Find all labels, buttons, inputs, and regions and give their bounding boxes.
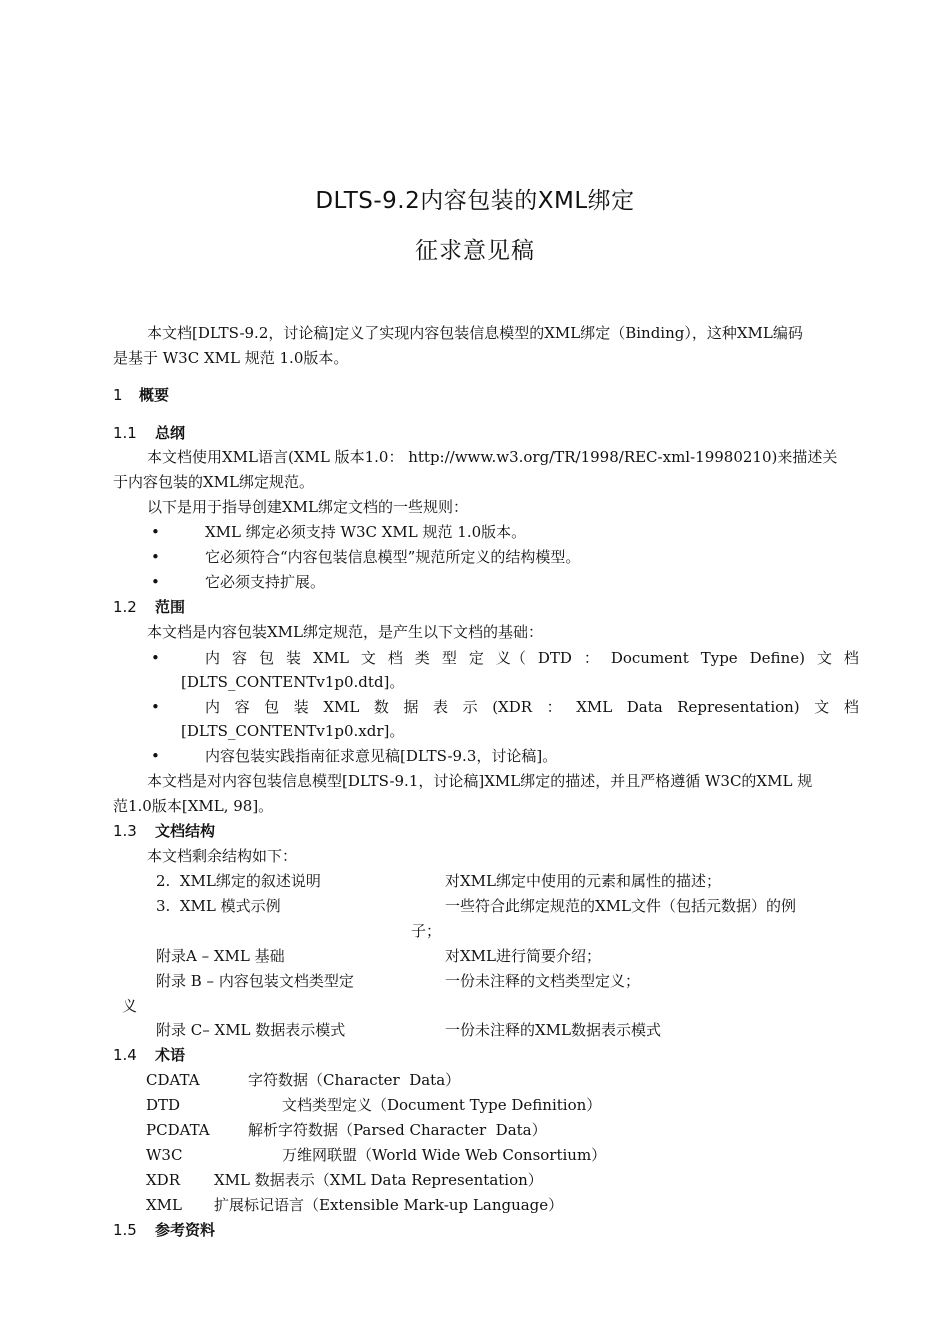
word: XML — [576, 698, 613, 716]
word: 容 — [234, 698, 250, 716]
term: PCDATA — [146, 1121, 210, 1139]
structure-item-desc-continuation: 子； — [411, 922, 442, 940]
word: Type — [700, 649, 738, 667]
section-1-heading — [113, 385, 169, 405]
structure-item-desc: 一份未注释的XML数据表示模式 — [445, 1021, 661, 1039]
term-definition: 扩展标记语言（Extensible Mark-up Language） — [214, 1196, 564, 1214]
word: 档 — [387, 649, 403, 667]
intro-line-2: 是基于 W3C XML 规范 1.0版本。 — [113, 349, 349, 367]
word: Define) — [749, 649, 805, 667]
word: 示 — [462, 698, 478, 716]
bullet-glyph: • — [151, 698, 160, 716]
term-definition: 万维网联盟（World Wide Web Consortium） — [282, 1146, 607, 1164]
term-definition: 字符数据（Character Data） — [248, 1071, 461, 1089]
bullet-item: 内容包装实践指南征求意见稿[DLTS-9.3，讨论稿]。 — [205, 747, 558, 765]
section-1-4-heading — [113, 1045, 185, 1065]
section-1-1-heading — [113, 423, 185, 443]
bullet-item-justified-line — [205, 697, 859, 717]
word: 包 — [264, 698, 280, 716]
bullet-glyph: • — [151, 649, 160, 667]
section-title: 文档结构 — [155, 822, 216, 840]
section-1-2-heading — [113, 597, 185, 617]
section-title: 参考资料 — [155, 1221, 216, 1239]
word: 定 — [468, 649, 484, 667]
word: ： — [583, 649, 599, 667]
word: Document — [610, 649, 689, 667]
word: 文 — [360, 649, 376, 667]
word: 型 — [441, 649, 457, 667]
structure-item-name: 附录 B – 内容包装文档类型定 — [156, 972, 354, 990]
word: Representation) — [677, 698, 800, 716]
word: 类 — [414, 649, 430, 667]
term: XDR — [146, 1171, 180, 1189]
structure-item-desc: 对XML绑定中使用的元素和属性的描述； — [445, 872, 722, 890]
structure-item-desc: 一些符合此绑定规范的XML文件（包括元数据）的例 — [445, 897, 797, 915]
section-1-5-heading — [113, 1220, 215, 1240]
term-definition: 解析字符数据（Parsed Character Data） — [248, 1121, 547, 1139]
term-definition: 文档类型定义（Document Type Definition） — [282, 1096, 602, 1114]
word: 义（ — [495, 649, 526, 667]
bullet-item-justified-line — [205, 648, 859, 668]
section-number: 1.3 — [113, 822, 137, 840]
structure-item-desc: 对XML进行简要介绍； — [445, 947, 601, 965]
term: W3C — [146, 1146, 183, 1164]
word: DTD — [537, 649, 572, 667]
bullet-item: 它必须支持扩展。 — [205, 573, 326, 591]
paragraph: 以下是用于指导创建XML绑定文档的一些规则： — [147, 498, 469, 516]
bullet-item-continuation: [DLTS_CONTENTv1p0.dtd]。 — [181, 673, 405, 691]
structure-item-name-continuation: 义 — [122, 997, 138, 1015]
word: 表 — [433, 698, 449, 716]
word: 包 — [258, 649, 274, 667]
term: DTD — [146, 1096, 181, 1114]
structure-item-name: 3. XML 模式示例 — [156, 897, 281, 915]
word: XML — [312, 649, 349, 667]
section-number: 1.1 — [113, 424, 137, 442]
document-subtitle: 征求意见稿 — [415, 238, 535, 264]
bullet-glyph: • — [151, 548, 160, 566]
section-title: 概要 — [139, 386, 170, 404]
word: 文 — [816, 649, 832, 667]
paragraph: 本文档使用XML语言(XML 版本1.0： http://www.w3.org/TR/1998/REC-xml-19980210)来描述关 — [147, 448, 838, 466]
word: ： — [546, 698, 562, 716]
document-title: DLTS-9.2内容包装的XML绑定 — [315, 188, 635, 214]
bullet-glyph: • — [151, 523, 160, 541]
structure-item-name: 附录A – XML 基础 — [156, 947, 285, 965]
word: 内 — [205, 649, 221, 667]
structure-item-name: 2. XML绑定的叙述说明 — [156, 872, 321, 890]
word: 装 — [285, 649, 301, 667]
word: Data — [626, 698, 663, 716]
paragraph: 本文档是内容包装XML绑定规范，是产生以下文档的基础： — [147, 623, 544, 641]
bullet-item: XML 绑定必须支持 W3C XML 规范 1.0版本。 — [205, 523, 527, 541]
paragraph: 范1.0版本[XML, 98]。 — [113, 797, 274, 815]
structure-item-desc: 一份未注释的文档类型定义； — [445, 972, 641, 990]
term: XML — [146, 1196, 182, 1214]
section-title: 术语 — [155, 1046, 186, 1064]
word: 内 — [205, 698, 221, 716]
section-1-3-heading — [113, 821, 215, 841]
bullet-glyph: • — [151, 573, 160, 591]
word: 容 — [231, 649, 247, 667]
section-title: 总纲 — [155, 424, 186, 442]
word: 数 — [373, 698, 389, 716]
bullet-item: 它必须符合“内容包装信息模型”规范所定义的结构模型。 — [205, 548, 581, 566]
section-title: 范围 — [155, 598, 186, 616]
word: 据 — [403, 698, 419, 716]
bullet-item-continuation: [DLTS_CONTENTv1p0.xdr]。 — [181, 722, 405, 740]
intro-line-1: 本文档[DLTS-9.2，讨论稿]定义了实现内容包装信息模型的XML绑定（Binding），这种XML编码 — [147, 324, 803, 342]
section-number: 1.4 — [113, 1046, 137, 1064]
term-definition: XML 数据表示（XML Data Representation） — [214, 1171, 543, 1189]
word: XML — [323, 698, 360, 716]
paragraph: 于内容包装的XML绑定规范。 — [113, 473, 314, 491]
section-number: 1.2 — [113, 598, 137, 616]
term: CDATA — [146, 1071, 200, 1089]
paragraph: 本文档剩余结构如下： — [147, 847, 298, 865]
word: 文 — [814, 698, 830, 716]
word: 档 — [843, 649, 859, 667]
paragraph: 本文档是对内容包装信息模型[DLTS-9.1，讨论稿]XML绑定的描述，并且严格遵循 W3C的XML 规 — [147, 772, 813, 790]
section-number: 1 — [113, 386, 123, 404]
section-number: 1.5 — [113, 1221, 137, 1239]
bullet-glyph: • — [151, 747, 160, 765]
word: (XDR — [492, 698, 533, 716]
word: 装 — [293, 698, 309, 716]
word: 档 — [843, 698, 859, 716]
structure-item-name: 附录 C– XML 数据表示模式 — [156, 1021, 346, 1039]
